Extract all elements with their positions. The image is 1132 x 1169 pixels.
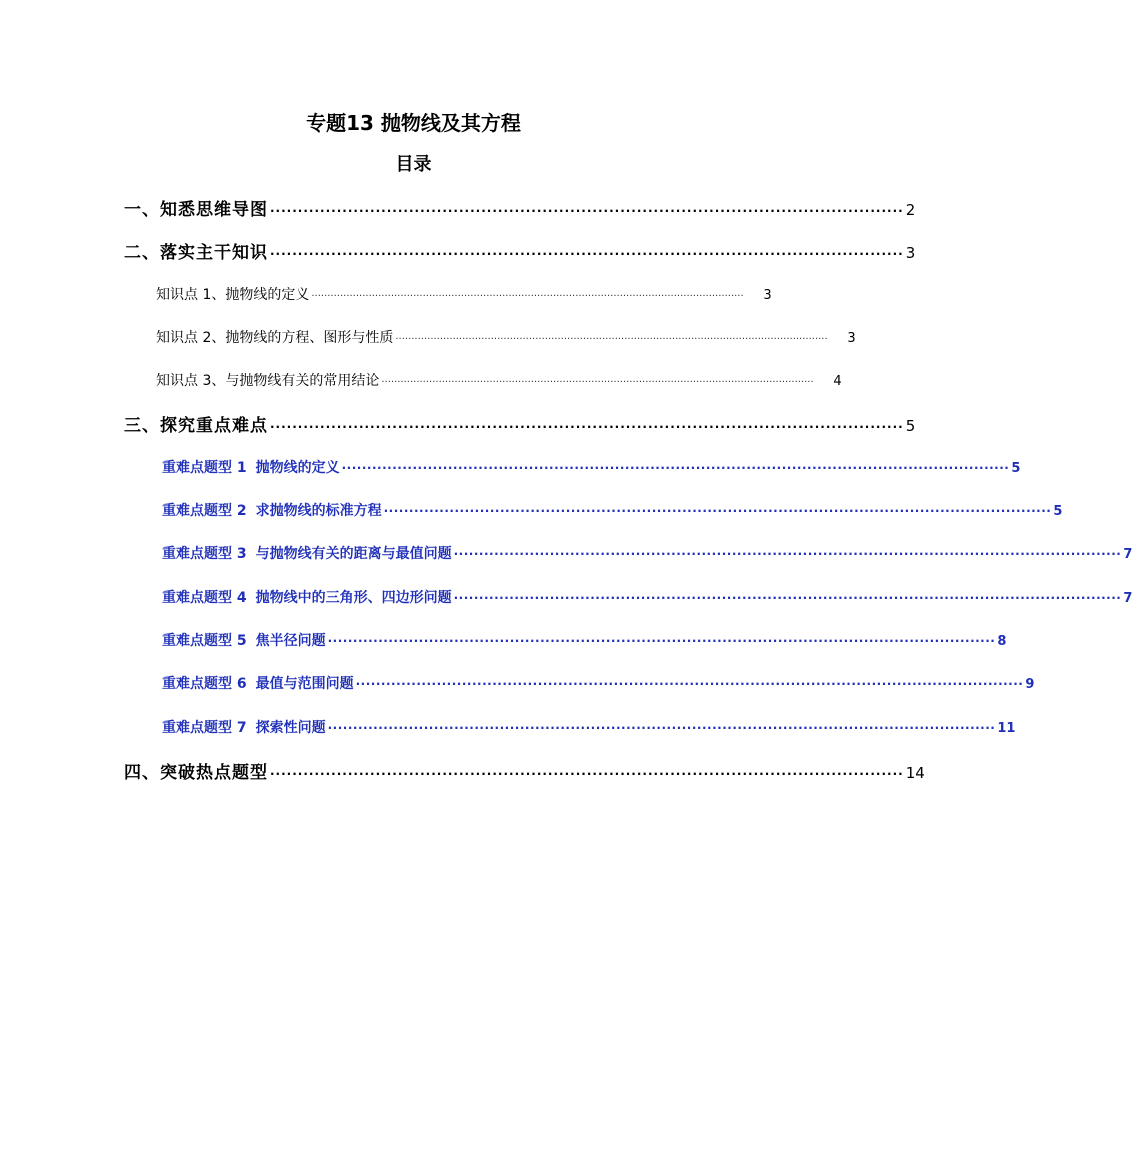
toc-entry-label (162, 544, 452, 564)
toc-page-number: 7 (1123, 547, 1132, 562)
toc-leader-dots: ···································································································································· (327, 721, 996, 735)
toc-entry-label: 一、知悉思维导图 (124, 200, 268, 220)
toc-page-number: 9 (1025, 677, 1035, 692)
toc-entry-title: 抛物线中的三角形、四边形问题 (255, 590, 452, 606)
toc-entry-title: 与抛物线有关的距离与最值问题 (255, 546, 452, 562)
toc-entry-label: 三、探究重点难点 (124, 416, 268, 436)
toc-entry-label (162, 588, 452, 608)
toc-entry-section-3[interactable] (124, 414, 916, 438)
toc-entry-label (162, 458, 340, 478)
toc-entry-prefix: 重难点题型 6 (162, 676, 247, 692)
toc-page-number: 14 (905, 764, 925, 782)
toc-entry-title: 求抛物线的标准方程 (255, 503, 382, 519)
toc-page-number: 5 (1053, 504, 1063, 519)
toc-leader-dots: ·················································································································· (270, 247, 904, 261)
toc-leader-dots: ········································································································································ (395, 334, 828, 345)
toc-page-number: 3 (905, 244, 916, 262)
toc-entry-label (162, 631, 326, 651)
toc-page-number: 11 (997, 721, 1016, 736)
toc-page-number: 8 (997, 634, 1007, 649)
toc-page-number: 5 (1011, 461, 1021, 476)
toc-entry-label: 知识点 2、抛物线的方程、图形与性质 (156, 330, 394, 346)
toc-entry-label: 知识点 1、抛物线的定义 (156, 287, 310, 303)
toc-entry-prefix: 重难点题型 2 (162, 503, 247, 519)
toc-entry-label (162, 718, 326, 738)
toc-entry-knowledge-2[interactable] (156, 328, 856, 348)
toc-entry-prefix: 重难点题型 1 (162, 460, 247, 476)
toc-entry-title: 探索性问题 (255, 720, 326, 736)
toc-entry-topic-7[interactable] (162, 718, 1016, 738)
toc-page-number: 3 (847, 331, 856, 346)
toc-leader-dots: ···································································································································· (355, 677, 1024, 691)
toc-leader-dots: ·················································································································· (270, 420, 904, 434)
toc-page-number: 4 (833, 374, 842, 389)
toc-entry-section-1[interactable] (124, 198, 916, 222)
toc-page-number: 2 (905, 201, 916, 219)
toc-leader-dots: ········································································································································ (381, 377, 814, 388)
toc-entry-section-4[interactable] (124, 761, 925, 785)
toc-entry-knowledge-1[interactable] (156, 285, 772, 305)
toc-entry-topic-5[interactable] (162, 631, 1007, 651)
toc-entry-label (162, 674, 354, 694)
document-title: 专题13 抛物线及其方程 (306, 111, 521, 135)
toc-entry-topic-6[interactable] (162, 674, 1035, 694)
toc-entry-knowledge-3[interactable] (156, 371, 842, 391)
toc-entry-label: 二、落实主干知识 (124, 243, 268, 263)
toc-page-number: 3 (763, 288, 772, 303)
toc-leader-dots: ···································································································································· (383, 504, 1052, 518)
toc-leader-dots: ···································································································································· (327, 634, 996, 648)
toc-leader-dots: ···································································································································· (341, 461, 1010, 475)
toc-entry-title: 焦半径问题 (255, 633, 326, 649)
toc-entry-label: 四、突破热点题型 (124, 763, 268, 783)
toc-leader-dots: ···································································································································· (453, 547, 1122, 561)
toc-entry-prefix: 重难点题型 4 (162, 590, 247, 606)
toc-leader-dots: ········································································································································ (311, 291, 744, 302)
toc-entry-prefix: 重难点题型 5 (162, 633, 247, 649)
toc-leader-dots: ·················································································································· (270, 204, 904, 218)
toc-entry-topic-3[interactable] (162, 544, 1132, 564)
toc-entry-title: 抛物线的定义 (255, 460, 340, 476)
toc-entry-title: 最值与范围问题 (255, 676, 354, 692)
toc-entry-section-2[interactable] (124, 241, 916, 265)
toc-entry-prefix: 重难点题型 7 (162, 720, 247, 736)
toc-page-number: 5 (905, 417, 916, 435)
toc-entry-topic-1[interactable] (162, 458, 1021, 478)
toc-page-number: 7 (1123, 591, 1132, 606)
toc-leader-dots: ···································································································································· (453, 591, 1122, 605)
toc-heading: 目录 (395, 154, 432, 175)
toc-leader-dots: ·················································································································· (270, 767, 904, 781)
toc-entry-label: 知识点 3、与抛物线有关的常用结论 (156, 373, 380, 389)
toc-entry-topic-4[interactable] (162, 588, 1132, 608)
toc-entry-topic-2[interactable] (162, 501, 1063, 521)
toc-entry-prefix: 重难点题型 3 (162, 546, 247, 562)
toc-entry-label (162, 501, 382, 521)
